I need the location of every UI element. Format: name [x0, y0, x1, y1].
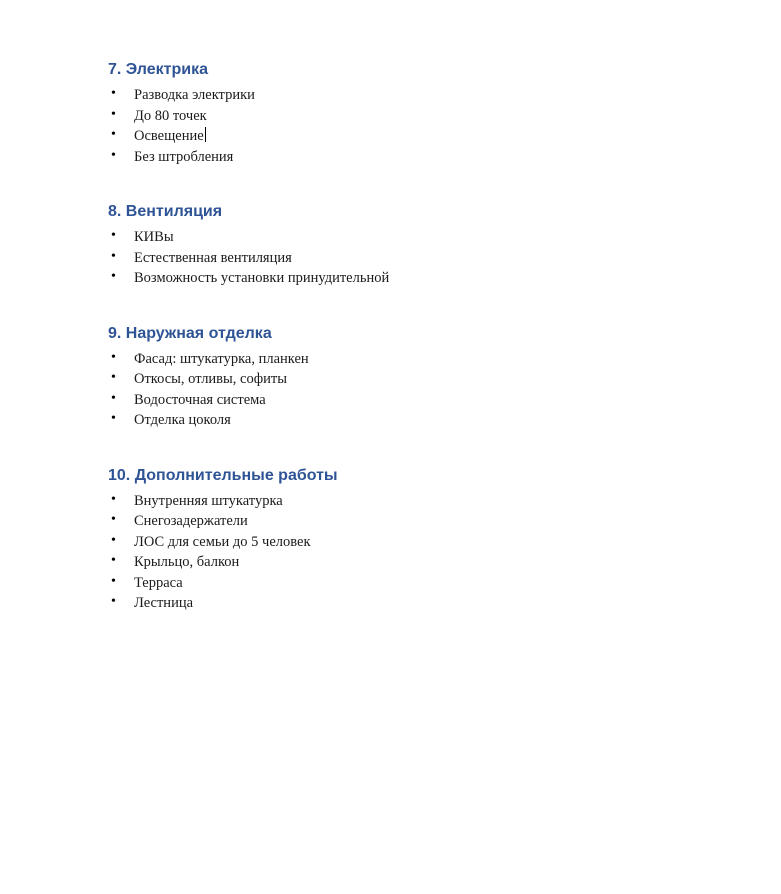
list-item-text[interactable]: ЛОС для семьи до 5 человек — [134, 533, 311, 550]
list-item — [108, 227, 688, 248]
bullet-icon: • — [111, 491, 116, 507]
bullet-list-additional-works — [108, 491, 688, 614]
list-item — [108, 593, 688, 614]
bullet-icon: • — [111, 532, 116, 548]
bullet-icon: • — [111, 228, 116, 243]
list-item — [108, 106, 688, 127]
list-item — [108, 573, 688, 594]
section-additional-works — [108, 466, 688, 614]
list-item-text[interactable]: Терраса — [134, 574, 183, 591]
bullet-icon: • — [111, 594, 116, 609]
section-heading-additional-works[interactable]: 10. Дополнительные работы — [108, 466, 338, 484]
list-item-text[interactable]: Освещение — [134, 128, 204, 144]
list-item-text[interactable]: До 80 точек — [134, 107, 207, 124]
list-item — [108, 532, 688, 553]
list-item-text[interactable]: Откосы, отливы, софиты — [134, 371, 287, 387]
list-item — [108, 248, 688, 269]
list-item — [108, 147, 688, 168]
list-item — [108, 511, 688, 532]
list-item — [108, 390, 688, 411]
section-heading-exterior-finish[interactable]: 9. Наружная отделка — [108, 324, 272, 342]
bullet-icon: • — [111, 411, 116, 426]
document-content — [108, 60, 688, 614]
bullet-icon: • — [111, 390, 116, 406]
list-item-text[interactable]: Крыльцо, балкон — [134, 554, 240, 570]
list-item-text[interactable]: Разводка электрики — [134, 87, 255, 103]
list-item-text[interactable]: Лестница — [134, 595, 194, 611]
bullet-icon: • — [111, 553, 116, 568]
section-heading-electrics[interactable]: 7. Электрика — [108, 61, 208, 78]
list-item — [108, 410, 688, 431]
bullet-list-ventilation — [108, 227, 688, 289]
list-item-text[interactable]: Внутренняя штукатурка — [134, 492, 283, 509]
bullet-icon: • — [111, 573, 116, 589]
bullet-list-electrics — [108, 85, 688, 167]
list-item-text[interactable]: Отделка цоколя — [134, 412, 231, 428]
text-insertion-caret — [205, 127, 206, 142]
list-item — [108, 369, 688, 390]
bullet-icon: • — [111, 370, 116, 385]
bullet-icon: • — [111, 86, 116, 101]
section-exterior-finish — [108, 324, 688, 431]
section-electrics — [108, 60, 688, 167]
list-item — [108, 349, 688, 370]
bullet-list-exterior-finish — [108, 349, 688, 431]
list-item-text[interactable]: Естественная вентиляция — [134, 249, 292, 266]
list-item — [108, 552, 688, 573]
list-item — [108, 85, 688, 106]
bullet-icon: • — [111, 248, 116, 264]
bullet-icon: • — [111, 269, 116, 284]
list-item-text[interactable]: КИВы — [134, 229, 174, 245]
list-item-text[interactable]: Фасад: штукатурка, планкен — [134, 350, 309, 367]
list-item-text[interactable]: Без штробления — [134, 148, 234, 165]
bullet-icon: • — [111, 147, 116, 163]
bullet-icon: • — [111, 349, 116, 365]
bullet-icon: • — [111, 512, 116, 527]
section-ventilation — [108, 202, 688, 289]
list-item — [108, 268, 688, 289]
bullet-icon: • — [111, 127, 116, 142]
list-item-text[interactable]: Возможность установки принудительной — [134, 270, 390, 286]
list-item — [108, 126, 688, 147]
list-item — [108, 491, 688, 512]
section-heading-ventilation[interactable]: 8. Вентиляция — [108, 203, 223, 220]
list-item-text[interactable]: Водосточная система — [134, 391, 266, 408]
bullet-icon: • — [111, 106, 116, 122]
list-item-text[interactable]: Снегозадержатели — [134, 513, 248, 529]
